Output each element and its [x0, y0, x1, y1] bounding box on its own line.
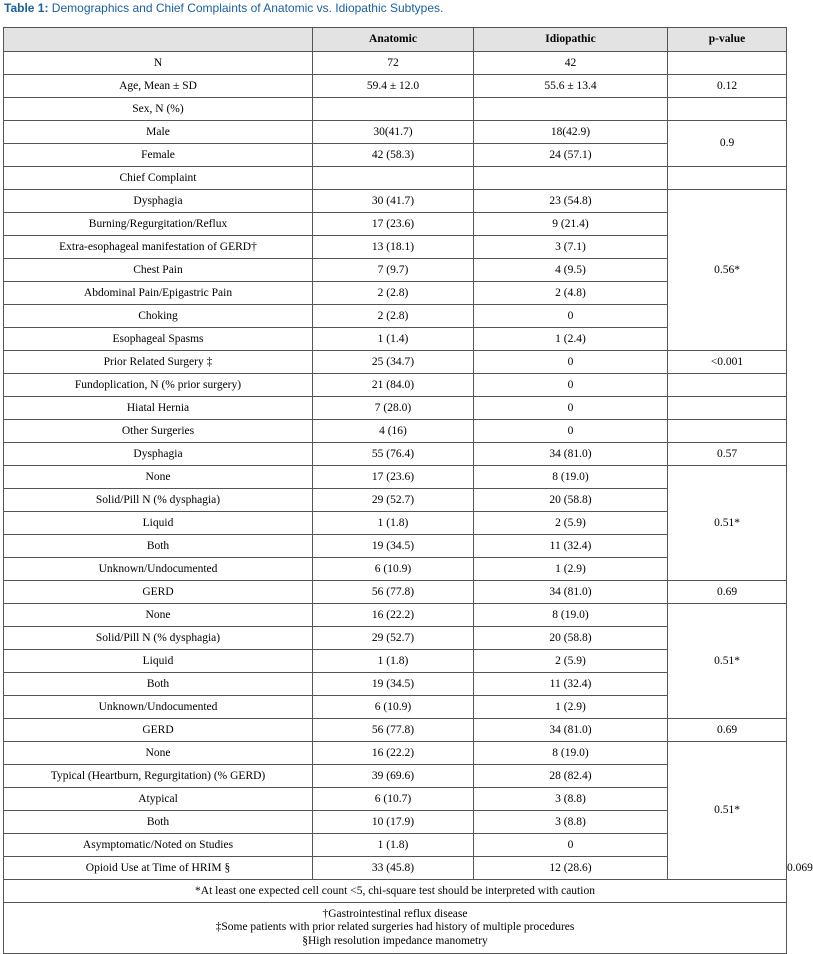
idiopathic-value: 12 (28.6) [474, 857, 668, 880]
anatomic-value: 1 (1.8) [313, 834, 474, 857]
row-label: Atypical [4, 788, 313, 811]
idiopathic-value: 1 (2.9) [474, 558, 668, 581]
row-label: Typical (Heartburn, Regurgitation) (% GERD) [4, 765, 313, 788]
anatomic-value: 1 (1.8) [313, 512, 474, 535]
row-label: Solid/Pill N (% dysphagia) [4, 489, 313, 512]
idiopathic-value: 0 [474, 397, 668, 420]
table-row [4, 466, 787, 489]
footnote-surgery: ‡Some patients with prior related surgeries had history of multiple procedures [215, 921, 575, 934]
anatomic-value: 16 (22.2) [313, 742, 474, 765]
idiopathic-value [474, 167, 668, 190]
header-anatomic: Anatomic [313, 28, 474, 52]
anatomic-value: 4 (16) [313, 420, 474, 443]
row-label: Chest Pain [4, 259, 313, 282]
anatomic-value: 39 (69.6) [313, 765, 474, 788]
p-value: <0.001 [668, 351, 787, 374]
row-label: Both [4, 535, 313, 558]
table-row [4, 420, 787, 443]
row-label: Unknown/Undocumented [4, 696, 313, 719]
anatomic-value: 33 (45.8) [313, 857, 474, 880]
anatomic-value: 7 (28.0) [313, 397, 474, 420]
idiopathic-value: 9 (21.4) [474, 213, 668, 236]
table-row [4, 443, 787, 466]
idiopathic-value: 8 (19.0) [474, 466, 668, 489]
anatomic-value [313, 98, 474, 121]
anatomic-value: 19 (34.5) [313, 673, 474, 696]
caption-label: Table 1: [4, 1, 49, 15]
table-row [4, 167, 787, 190]
idiopathic-value: 0 [474, 305, 668, 328]
footnote-abbreviations [4, 903, 787, 954]
row-label: Fundoplication, N (% prior surgery) [4, 374, 313, 397]
anatomic-value: 1 (1.4) [313, 328, 474, 351]
anatomic-value: 19 (34.5) [313, 535, 474, 558]
anatomic-value: 1 (1.8) [313, 650, 474, 673]
idiopathic-value: 20 (58.8) [474, 489, 668, 512]
table-row: Opioid Use at Time of HRIM § 33 (45.8) 12 (28.6) 0.069 [4, 857, 787, 880]
table-row [4, 742, 787, 765]
anatomic-value: 56 (77.8) [313, 581, 474, 604]
idiopathic-value: 11 (32.4) [474, 535, 668, 558]
p-value [668, 397, 787, 420]
idiopathic-value: 23 (54.8) [474, 190, 668, 213]
p-value: 0.56* [668, 190, 787, 351]
table-row [4, 351, 787, 374]
idiopathic-value: 8 (19.0) [474, 604, 668, 627]
anatomic-value: 72 [313, 52, 474, 75]
table-row [4, 604, 787, 627]
row-label: Asymptomatic/Noted on Studies [4, 834, 313, 857]
row-label: Prior Related Surgery ‡ [4, 351, 313, 374]
idiopathic-value: 18(42.9) [474, 121, 668, 144]
idiopathic-value: 55.6 ± 13.4 [474, 75, 668, 98]
row-label: Male [4, 121, 313, 144]
header-blank [4, 28, 313, 52]
row-label: Liquid [4, 512, 313, 535]
table-row [4, 374, 787, 397]
p-value [668, 420, 787, 443]
idiopathic-value: 1 (2.4) [474, 328, 668, 351]
idiopathic-value: 8 (19.0) [474, 742, 668, 765]
anatomic-value: 59.4 ± 12.0 [313, 75, 474, 98]
table-row [4, 98, 787, 121]
idiopathic-value: 3 (7.1) [474, 236, 668, 259]
caption-text: Demographics and Chief Complaints of Anatomic vs. Idiopathic Subtypes. [48, 1, 444, 15]
idiopathic-value: 34 (81.0) [474, 719, 668, 742]
footnote-row-1 [4, 880, 787, 903]
row-label: None [4, 604, 313, 627]
header-row [4, 28, 787, 52]
anatomic-value: 56 (77.8) [313, 719, 474, 742]
anatomic-value: 25 (34.7) [313, 351, 474, 374]
anatomic-value: 17 (23.6) [313, 213, 474, 236]
p-value: 0.51* [668, 604, 787, 719]
anatomic-value: 6 (10.9) [313, 696, 474, 719]
anatomic-value: 42 (58.3) [313, 144, 474, 167]
row-label: Choking [4, 305, 313, 328]
row-label: Age, Mean ± SD [4, 75, 313, 98]
row-label: Abdominal Pain/Epigastric Pain [4, 282, 313, 305]
idiopathic-value: 24 (57.1) [474, 144, 668, 167]
p-value: 0.57 [668, 443, 787, 466]
idiopathic-value: 3 (8.8) [474, 811, 668, 834]
footnote-hrim: §High resolution impedance manometry [302, 934, 488, 947]
anatomic-value: 29 (52.7) [313, 489, 474, 512]
row-label: Dysphagia [4, 190, 313, 213]
idiopathic-value: 4 (9.5) [474, 259, 668, 282]
idiopathic-value: 2 (5.9) [474, 650, 668, 673]
row-label: Extra-esophageal manifestation of GERD† [4, 236, 313, 259]
idiopathic-value: 0 [474, 351, 668, 374]
row-label: None [4, 742, 313, 765]
p-value: 0.69 [668, 581, 787, 604]
row-label: Chief Complaint [4, 167, 313, 190]
anatomic-value: 30(41.7) [313, 121, 474, 144]
idiopathic-value: 34 (81.0) [474, 443, 668, 466]
row-label: Opioid Use at Time of HRIM § [4, 857, 313, 880]
anatomic-value: 7 (9.7) [313, 259, 474, 282]
idiopathic-value: 34 (81.0) [474, 581, 668, 604]
p-value: 0.69 [668, 719, 787, 742]
anatomic-value: 6 (10.9) [313, 558, 474, 581]
table-row [4, 121, 787, 144]
row-label: Esophageal Spasms [4, 328, 313, 351]
row-label: Other Surgeries [4, 420, 313, 443]
table-row [4, 75, 787, 98]
anatomic-value: 29 (52.7) [313, 627, 474, 650]
row-label: Hiatal Hernia [4, 397, 313, 420]
idiopathic-value: 28 (82.4) [474, 765, 668, 788]
p-value: 0.51* [668, 466, 787, 581]
row-label: GERD [4, 719, 313, 742]
row-label: Burning/Regurgitation/Reflux [4, 213, 313, 236]
anatomic-value: 55 (76.4) [313, 443, 474, 466]
table-row [4, 581, 787, 604]
idiopathic-value: 20 (58.8) [474, 627, 668, 650]
anatomic-value: 21 (84.0) [313, 374, 474, 397]
row-label: Solid/Pill N (% dysphagia) [4, 627, 313, 650]
anatomic-value [313, 167, 474, 190]
p-value [668, 52, 787, 75]
p-value [668, 374, 787, 397]
row-label: Sex, N (%) [4, 98, 313, 121]
table-row [4, 719, 787, 742]
header-p-value: p-value [668, 28, 787, 52]
anatomic-value: 2 (2.8) [313, 305, 474, 328]
idiopathic-value [474, 98, 668, 121]
row-label: None [4, 466, 313, 489]
p-value: 0.9 [668, 121, 787, 167]
row-label: Dysphagia [4, 443, 313, 466]
p-value: 0.12 [668, 75, 787, 98]
anatomic-value: 2 (2.8) [313, 282, 474, 305]
idiopathic-value: 0 [474, 834, 668, 857]
demographics-table [3, 27, 813, 954]
table-row [4, 52, 787, 75]
idiopathic-value: 11 (32.4) [474, 673, 668, 696]
table-body [4, 52, 813, 880]
idiopathic-value: 1 (2.9) [474, 696, 668, 719]
row-label: Unknown/Undocumented [4, 558, 313, 581]
p-value [668, 167, 787, 190]
table-row [4, 397, 787, 420]
table-caption [4, 1, 443, 17]
idiopathic-value: 0 [474, 420, 668, 443]
header-idiopathic: Idiopathic [474, 28, 668, 52]
row-label: Female [4, 144, 313, 167]
table-row [4, 190, 787, 213]
p-value [668, 98, 787, 121]
anatomic-value: 6 (10.7) [313, 788, 474, 811]
footnote-gerd: †Gastrointestinal reflux disease [322, 907, 468, 920]
anatomic-value: 30 (41.7) [313, 190, 474, 213]
anatomic-value: 13 (18.1) [313, 236, 474, 259]
footnote-chi-square: *At least one expected cell count <5, chi-square test should be interpreted with caution [4, 880, 787, 903]
row-label: Both [4, 811, 313, 834]
idiopathic-value: 42 [474, 52, 668, 75]
row-label: GERD [4, 581, 313, 604]
idiopathic-value: 0 [474, 374, 668, 397]
anatomic-value: 10 (17.9) [313, 811, 474, 834]
row-label: Liquid [4, 650, 313, 673]
idiopathic-value: 3 (8.8) [474, 788, 668, 811]
row-label: Both [4, 673, 313, 696]
idiopathic-value: 2 (4.8) [474, 282, 668, 305]
anatomic-value: 17 (23.6) [313, 466, 474, 489]
footnote-row-2 [4, 903, 787, 954]
row-label: N [4, 52, 313, 75]
p-value: 0.51* [668, 742, 787, 880]
anatomic-value: 16 (22.2) [313, 604, 474, 627]
idiopathic-value: 2 (5.9) [474, 512, 668, 535]
